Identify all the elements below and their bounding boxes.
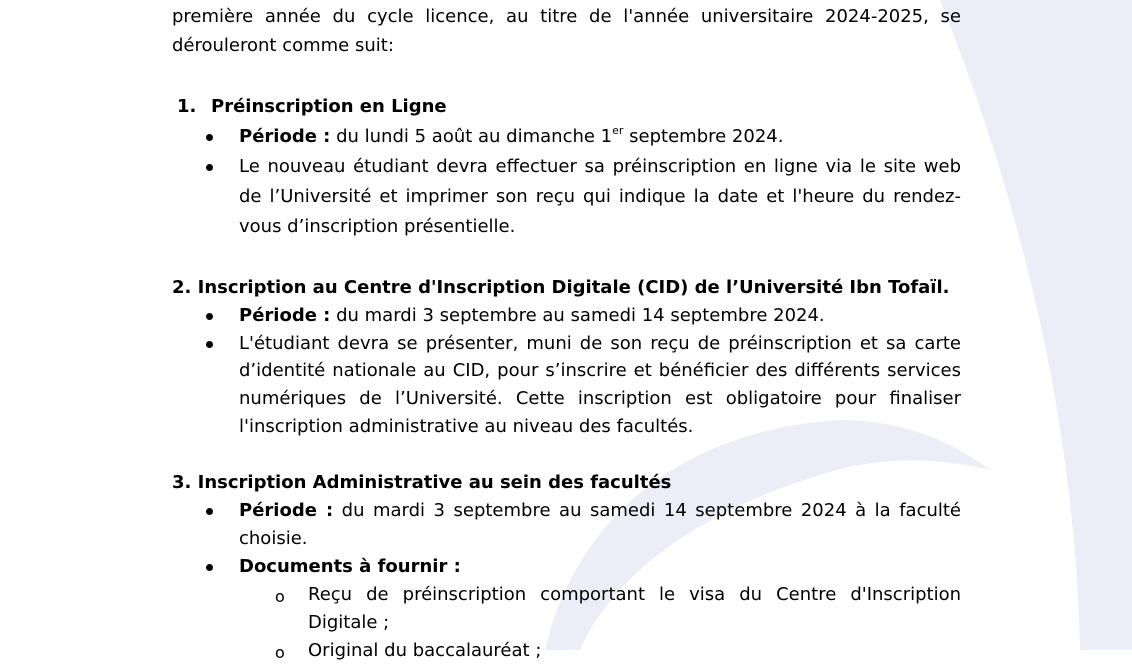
document-1-line-2: Digitale ; bbox=[308, 612, 390, 633]
section-3-period bbox=[239, 497, 961, 525]
section-1-title: Préinscription en Ligne bbox=[211, 96, 447, 117]
bullet-dot bbox=[206, 134, 213, 141]
bullet-dot bbox=[206, 508, 213, 515]
section-2-desc-line-1: L'étudiant devra se présenter, muni de son reçu de préinscription et sa carte bbox=[239, 333, 961, 354]
intro-line-1: première année du cycle licence, au titre de l'année universitaire 2024-2025, se bbox=[172, 6, 961, 27]
intro-line-2: dérouleront comme suit: bbox=[172, 35, 394, 56]
section-1-desc-line-1: Le nouveau étudiant devra effectuer sa préinscription en ligne via le site web bbox=[239, 156, 961, 177]
bullet-dot bbox=[206, 341, 213, 348]
period-label: Période : bbox=[239, 126, 331, 147]
section-1-number: 1. bbox=[177, 96, 197, 117]
period-label: Période : bbox=[239, 305, 331, 326]
documents-label: Documents à fournir : bbox=[239, 556, 461, 577]
period-text: du mardi 3 septembre au samedi 14 septembre 2024 à la faculté bbox=[341, 500, 961, 521]
section-1-period bbox=[239, 123, 783, 151]
period-superscript: er bbox=[612, 124, 624, 137]
circle-bullet: o bbox=[275, 643, 285, 662]
period-label: Période : bbox=[239, 500, 334, 521]
section-3-period-line-2: choisie. bbox=[239, 528, 308, 549]
section-2-desc-line-3: numériques de l’Université. Cette inscription est obligatoire pour finaliser bbox=[239, 388, 961, 409]
period-text: du mardi 3 septembre au samedi 14 septembre 2024. bbox=[330, 305, 825, 326]
document-2-line-1: Original du baccalauréat ; bbox=[308, 640, 542, 661]
section-1-desc-line-3: vous d’inscription présentielle. bbox=[239, 216, 516, 237]
section-3-title: 3. Inscription Administrative au sein des facultés bbox=[172, 472, 672, 493]
section-1-desc-line-2: de l’Université et imprimer son reçu qui indique la date et l'heure du rendez- bbox=[239, 186, 961, 207]
period-text: du lundi 5 août au dimanche 1 bbox=[330, 126, 613, 147]
section-2-desc-line-2: d’identité nationale au CID, pour s’inscrire et bénéficier des différents services bbox=[239, 360, 961, 381]
section-2-title: 2. Inscription au Centre d'Inscription Digitale (CID) de l’Université Ibn Tofaïl. bbox=[172, 277, 950, 298]
section-2-period bbox=[239, 302, 825, 330]
bullet-dot bbox=[206, 164, 213, 171]
bullet-dot bbox=[206, 313, 213, 320]
bullet-dot bbox=[206, 564, 213, 571]
circle-bullet: o bbox=[275, 587, 285, 606]
period-text-end: septembre 2024. bbox=[623, 126, 784, 147]
document-1-line-1: Reçu de préinscription comportant le visa du Centre d'Inscription bbox=[308, 584, 961, 605]
section-2-desc-line-4: l'inscription administrative au niveau des facultés. bbox=[239, 416, 694, 437]
